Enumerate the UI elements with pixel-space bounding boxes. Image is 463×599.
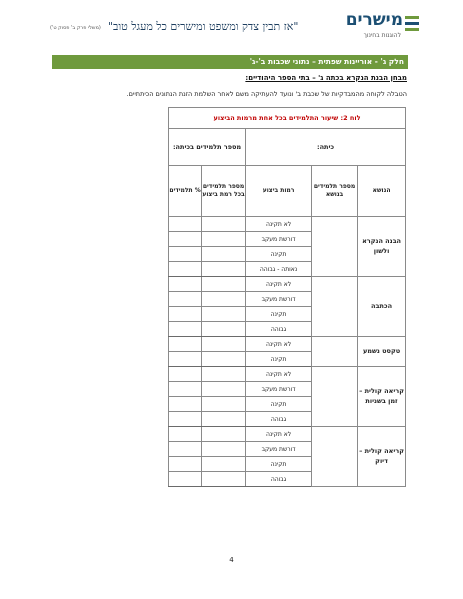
percent-cell[interactable] <box>169 427 202 442</box>
students-per-level-cell[interactable] <box>202 457 246 472</box>
students-per-level-cell[interactable] <box>202 292 246 307</box>
performance-level-cell: דורשת מעקב <box>246 232 312 247</box>
students-per-level-cell[interactable] <box>202 217 246 232</box>
students-per-topic-cell[interactable] <box>312 277 358 337</box>
header-quote: "אז תבין צדק ומשפט ומישרים כל מעגל טוב" <box>108 20 299 33</box>
intro-paragraph: הטבלה לקוחה מהמבדקיות של שכבת ב' ונועד להעתיקה משם לאחר השלמת הזנת הנתונים הכיתתיים. <box>126 90 407 98</box>
header-quote-source: (משלי פרק ב' פסוק ט') <box>50 25 101 31</box>
logo <box>343 12 423 42</box>
logo-text: מישרים <box>345 10 403 30</box>
table-row <box>169 337 406 352</box>
percent-cell[interactable] <box>169 277 202 292</box>
performance-level-cell: גבוהה <box>246 412 312 427</box>
performance-level-cell: לא תקינה <box>246 277 312 292</box>
students-per-topic-cell[interactable] <box>312 217 358 277</box>
column-header-students-per-level: מספר תלמידים בכל רמת ביצוע <box>202 166 246 217</box>
students-per-topic-cell[interactable] <box>312 367 358 427</box>
table-row <box>169 217 406 232</box>
column-header-performance-level: רמות ביצוע <box>246 166 312 217</box>
students-per-level-cell[interactable] <box>202 397 246 412</box>
students-per-level-cell[interactable] <box>202 412 246 427</box>
topic-cell: הבנה הנקרא ולשון <box>358 217 406 277</box>
students-per-topic-cell[interactable] <box>312 337 358 367</box>
percent-cell[interactable] <box>169 472 202 487</box>
percent-cell[interactable] <box>169 442 202 457</box>
students-per-level-cell[interactable] <box>202 382 246 397</box>
percent-cell[interactable] <box>169 412 202 427</box>
performance-level-cell: לא תקינה <box>246 217 312 232</box>
students-per-level-cell[interactable] <box>202 277 246 292</box>
table-row <box>169 277 406 292</box>
topic-cell: טקסט נשמע <box>358 337 406 367</box>
students-per-level-cell[interactable] <box>202 352 246 367</box>
performance-level-cell: תקינה <box>246 307 312 322</box>
percent-cell[interactable] <box>169 322 202 337</box>
performance-level-cell: תקינה <box>246 457 312 472</box>
performance-level-cell: דורשת מעקב <box>246 442 312 457</box>
subheading: מבחן הבנת הנקרא בכתה ג' – בתי הספר היהודיים: <box>245 74 407 82</box>
table-row <box>169 367 406 382</box>
students-per-topic-cell[interactable] <box>312 427 358 487</box>
percent-cell[interactable] <box>169 292 202 307</box>
students-per-level-cell[interactable] <box>202 337 246 352</box>
performance-level-cell: נאותה - גבוהה <box>246 262 312 277</box>
section-bar: חלק ג' - אוריינות שפתית – נתוני שכבות ב'-ג' <box>52 55 408 69</box>
performance-level-cell: גבוהה <box>246 472 312 487</box>
class-label: כיתה: <box>246 129 406 166</box>
performance-level-cell: דורשת מעקב <box>246 292 312 307</box>
performance-level-cell: לא תקינה <box>246 337 312 352</box>
logo-tagline: להוגנות בחינוך <box>363 32 401 39</box>
students-per-level-cell[interactable] <box>202 427 246 442</box>
percent-cell[interactable] <box>169 352 202 367</box>
students-per-level-cell[interactable] <box>202 367 246 382</box>
students-per-level-cell[interactable] <box>202 442 246 457</box>
table-title: לוח 2: שיעור התלמידים בכל אחת מרמות הביצוע <box>169 108 406 129</box>
percent-cell[interactable] <box>169 457 202 472</box>
performance-level-cell: תקינה <box>246 352 312 367</box>
percent-cell[interactable] <box>169 337 202 352</box>
percent-cell[interactable] <box>169 217 202 232</box>
page-header <box>0 10 463 46</box>
performance-level-cell: גבוהה <box>246 322 312 337</box>
column-header-students-per-topic: מספר תלמידים בנושא <box>312 166 358 217</box>
students-per-level-cell[interactable] <box>202 472 246 487</box>
students-per-level-cell[interactable] <box>202 307 246 322</box>
percent-cell[interactable] <box>169 367 202 382</box>
topic-cell: קריאה קולית – זמן בשניות <box>358 367 406 427</box>
percent-cell[interactable] <box>169 247 202 262</box>
column-header-topic: הנושא <box>358 166 406 217</box>
performance-table <box>168 107 406 487</box>
performance-level-cell: דורשת מעקב <box>246 382 312 397</box>
topic-cell: קריאה קולית – דיוק <box>358 427 406 487</box>
students-per-level-cell[interactable] <box>202 262 246 277</box>
students-per-level-cell[interactable] <box>202 232 246 247</box>
percent-cell[interactable] <box>169 307 202 322</box>
students-in-class-label: מספר תלמידים בכיתה: <box>169 129 246 166</box>
logo-mark-icon <box>405 12 423 36</box>
percent-cell[interactable] <box>169 382 202 397</box>
students-per-level-cell[interactable] <box>202 322 246 337</box>
column-header-percent: % תלמידים <box>169 166 202 217</box>
topic-cell: הכתבה <box>358 277 406 337</box>
page-number: 4 <box>229 556 234 564</box>
percent-cell[interactable] <box>169 262 202 277</box>
performance-level-cell: לא תקינה <box>246 427 312 442</box>
performance-level-cell: תקינה <box>246 247 312 262</box>
percent-cell[interactable] <box>169 397 202 412</box>
performance-level-cell: תקינה <box>246 397 312 412</box>
performance-level-cell: לא תקינה <box>246 367 312 382</box>
table-row <box>169 427 406 442</box>
students-per-level-cell[interactable] <box>202 247 246 262</box>
percent-cell[interactable] <box>169 232 202 247</box>
